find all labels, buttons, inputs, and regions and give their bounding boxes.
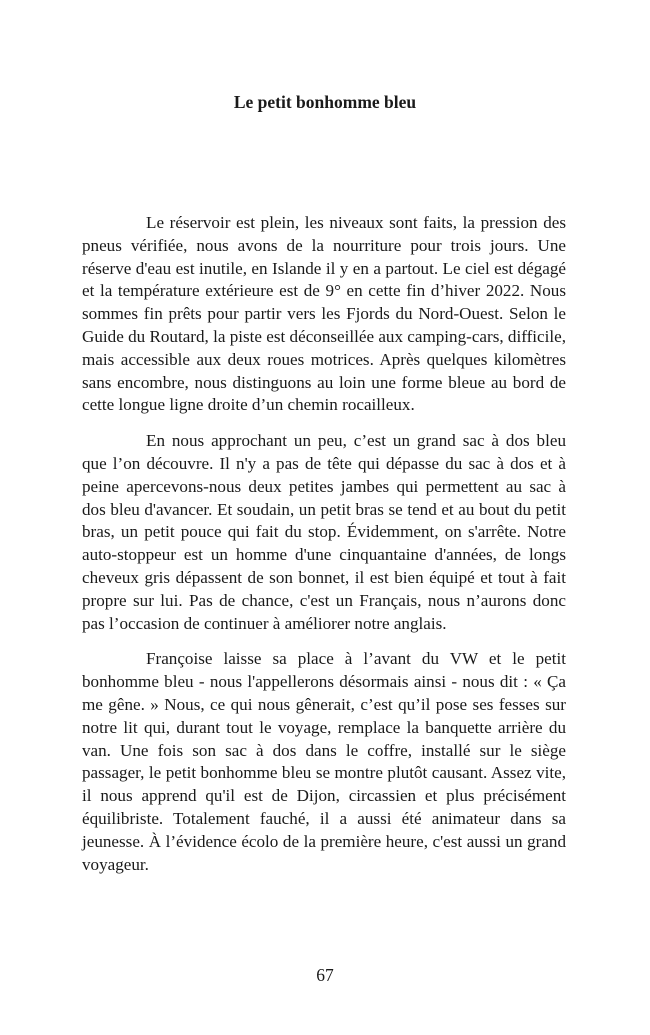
paragraph-3: Françoise laisse sa place à l’avant du VW et le petit bonhomme bleu - nous l'appellerons désormais ainsi - nous dit : « Ça me gêne. » Nous, ce qui nous gênerait, c’est qu’il pose ses fesses sur notre lit qui, durant tout le voyage, remplace la banquette arrière du van. Une fois son sac à dos dans le coffre, installé sur le siège passager, le petit bonhomme bleu se montre plutôt causant. Assez vite, il nous apprend qu'il est de Dijon, circassien et plus précisément équilibriste. Totalement fauché, il a aussi été animateur dans sa jeunesse. À l’évidence écolo de la première heure, c'est aussi un grand voyageur. xyxy=(82,649,566,874)
chapter-body xyxy=(82,212,566,889)
paragraph-2: En nous approchant un peu, c’est un grand sac à dos bleu que l’on découvre. Il n'y a pas de tête qui dépasse du sac à dos et à peine apercevons-nous deux petites jambes qui permettent au sac à dos bleu d'avancer. Et soudain, un petit bras se tend et au bout du petit bras, un petit pouce qui fait du stop. Évidemment, on s'arrête. Notre auto-stoppeur est un homme d'une cinquantaine d'années, de longs cheveux gris dépassent de son bonnet, il est bien équipé et tout à fait propre sur lui. Pas de chance, c'est un Français, nous n’aurons donc pas l’occasion de continuer à améliorer notre anglais. xyxy=(82,431,566,633)
page-number: 67 xyxy=(316,965,334,985)
chapter-title: Le petit bonhomme bleu xyxy=(233,92,417,112)
paragraph-1: Le réservoir est plein, les niveaux sont faits, la pression des pneus vérifiée, nous avons de la nourriture pour trois jours. Une réserve d'eau est inutile, en Islande il y en a partout. Le ciel est dégagé et la température extérieure est de 9° en cette fin d’hiver 2022. Nous sommes fin prêts pour partir vers les Fjords du Nord-Ouest. Selon le Guide du Routard, la piste est déconseillée aux camping-cars, difficile, mais accessible aux deux roues motrices. Après quelques kilomètres sans encombre, nous distinguons au loin une forme bleue au bord de cette longue ligne droite d’un chemin rocailleux. xyxy=(82,213,566,415)
